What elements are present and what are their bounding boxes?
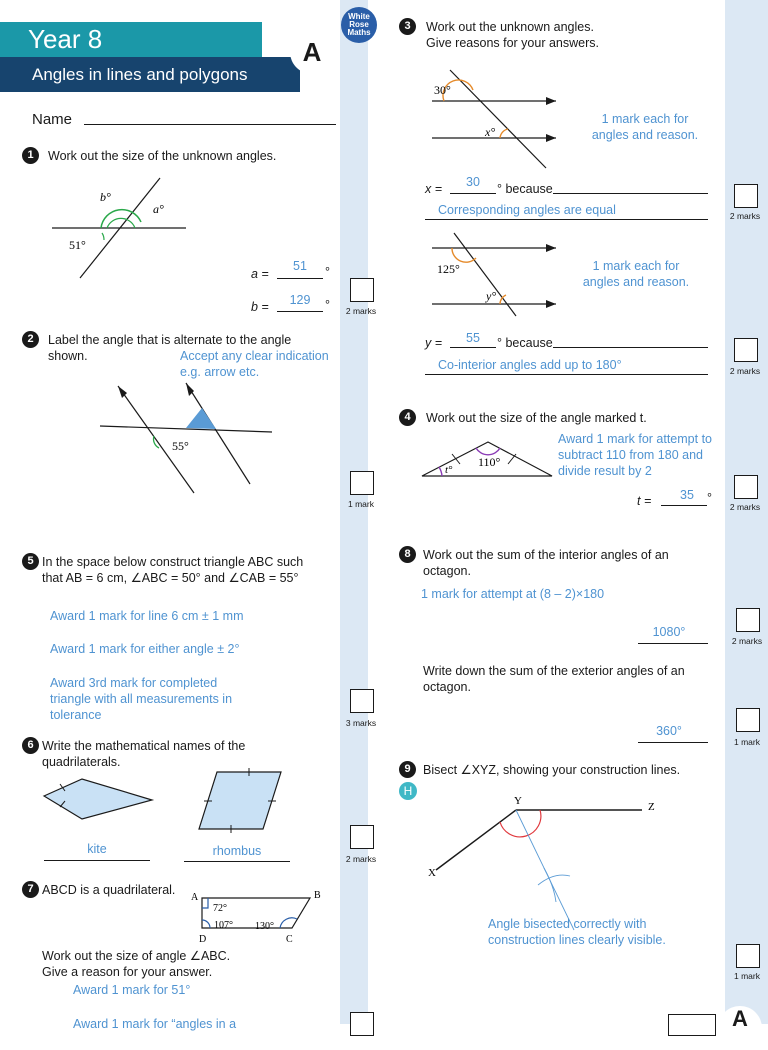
q3-mark-box1[interactable] xyxy=(734,184,758,208)
q1-a-label: a = xyxy=(251,267,269,281)
q4-deg: ° xyxy=(707,491,712,505)
question-number: 4 xyxy=(399,409,416,426)
q1-figure xyxy=(50,175,200,285)
q7-note2: Award 1 mark for “angles in a xyxy=(73,1017,237,1031)
q4-note: Award 1 mark for attempt to subtract 110 from 180 and divide result by 2 xyxy=(558,432,712,478)
q8-marks1: 2 marks xyxy=(731,636,763,646)
q5-note2: Award 1 mark for either angle ± 2° xyxy=(50,642,240,656)
q2-marks: 1 mark xyxy=(348,499,374,509)
version-letter: A xyxy=(302,37,322,67)
q3-x-line[interactable] xyxy=(450,193,496,194)
q1-b-deg: ° xyxy=(325,298,330,312)
q1-a-line[interactable] xyxy=(277,278,323,279)
question-number: 6 xyxy=(22,737,39,754)
q4-fig-t: t° xyxy=(445,464,453,476)
q6-mark-box[interactable] xyxy=(350,825,374,849)
question-number: 1 xyxy=(22,147,39,164)
q4-mark-box[interactable] xyxy=(734,475,758,499)
q1-marks: 2 marks xyxy=(345,306,377,316)
q7-label-C: C xyxy=(286,934,293,945)
q3-x-label: x = xyxy=(425,182,443,196)
q3-y-reason: Co-interior angles add up to 180° xyxy=(438,358,622,372)
mark-strip-right xyxy=(725,0,768,1024)
q3-figure2 xyxy=(428,228,563,320)
q8-mark-box2[interactable] xyxy=(736,708,760,732)
q8-answer1: 1080° xyxy=(652,625,686,639)
q7-angle-107: 107° xyxy=(214,920,233,931)
q1-mark-box[interactable] xyxy=(350,278,374,302)
white-rose-logo: White Rose Maths xyxy=(341,7,377,43)
q3-marks2: 2 marks xyxy=(729,366,761,376)
q3-x-answer: 30 xyxy=(466,175,480,189)
q3-y-label: y = xyxy=(425,336,443,350)
q7-label-B: B xyxy=(314,890,321,901)
version-circle xyxy=(290,30,334,74)
q9-label-Z: Z xyxy=(648,801,655,813)
q3-fig1-var: x° xyxy=(485,125,496,139)
q1-text: Work out the size of the unknown angles. xyxy=(48,149,277,163)
q3-y-line[interactable] xyxy=(450,347,496,348)
q7-text3: Give a reason for your answer. xyxy=(42,965,213,979)
q9-marks: 1 mark xyxy=(734,971,760,981)
q1-label-given: 51° xyxy=(69,238,86,252)
q6-marks: 2 marks xyxy=(345,854,377,864)
q5-text: In the space below construct triangle ABC such that AB = 6 cm, ∠ABC = 50° and ∠CAB = 55° xyxy=(42,555,304,585)
q5-mark-box[interactable] xyxy=(350,689,374,713)
q3-because1: ° because xyxy=(497,182,553,196)
q7-mark-box[interactable] xyxy=(350,1012,374,1036)
q4-fig-top: 110° xyxy=(478,455,501,469)
higher-badge: H xyxy=(399,782,417,800)
q2-angle: 55° xyxy=(172,439,189,453)
name-line[interactable] xyxy=(84,124,336,125)
q6-line1[interactable] xyxy=(44,860,150,861)
q1-b-answer: 129 xyxy=(289,293,311,307)
q3-fig2-angle: 125° xyxy=(437,262,460,276)
q1-label-b: b° xyxy=(100,190,111,204)
q6-kite xyxy=(40,775,160,823)
q3-because-line1[interactable] xyxy=(553,193,708,194)
question-number: 8 xyxy=(399,546,416,563)
q8-line2[interactable] xyxy=(638,742,708,743)
question-number: 3 xyxy=(399,18,416,35)
q3-mark-box2[interactable] xyxy=(734,338,758,362)
q8-marks2: 1 mark xyxy=(734,737,760,747)
q3-note2: 1 mark each for angles and reason. xyxy=(582,259,690,289)
question-number: 7 xyxy=(22,881,39,898)
mark-strip-left xyxy=(340,0,368,1024)
q3-text2: Give reasons for your answers. xyxy=(426,36,599,50)
footer-page-box xyxy=(668,1014,716,1036)
q1-b-line[interactable] xyxy=(277,311,323,312)
q3-text1: Work out the unknown angles. xyxy=(426,20,594,34)
q5-note3: Award 3rd mark for completed triangle with all measurements in tolerance xyxy=(50,676,233,722)
q3-note1: 1 mark each for angles and reason. xyxy=(591,112,699,142)
q3-because-line2[interactable] xyxy=(553,347,708,348)
q7-angle-72: 72° xyxy=(213,903,227,914)
q3-reason-line1[interactable] xyxy=(425,219,708,220)
q1-b-label: b = xyxy=(251,300,269,314)
q6-rhombus xyxy=(195,766,287,834)
question-number: 9 xyxy=(399,761,416,778)
q5-marks: 3 marks xyxy=(345,718,377,728)
q6-answer1: kite xyxy=(87,842,107,856)
q3-fig1-angle: 30° xyxy=(434,83,451,97)
q4-t-line[interactable] xyxy=(661,505,707,506)
q3-because2: ° because xyxy=(497,336,553,350)
q8-text: Work out the sum of the interior angles of an octagon. xyxy=(423,548,669,578)
q9-label-Y: Y xyxy=(514,795,522,807)
q2-text: Label the angle that is alternate to the angle shown. xyxy=(48,333,292,363)
q8-answer2: 360° xyxy=(656,724,682,738)
q4-t-answer: 35 xyxy=(680,488,694,502)
q4-figure xyxy=(418,432,558,482)
q1-a-deg: ° xyxy=(325,265,330,279)
q7-label-A: A xyxy=(191,892,199,903)
q6-text: Write the mathematical names of the quadrilaterals. xyxy=(42,739,246,769)
question-number: 2 xyxy=(22,331,39,348)
q4-t-label: t = xyxy=(637,494,652,508)
q8-text2: Write down the sum of the exterior angles of an octagon. xyxy=(423,664,685,694)
question-number: 5 xyxy=(22,553,39,570)
q2-mark-box[interactable] xyxy=(350,471,374,495)
q9-label-X: X xyxy=(428,867,436,879)
q8-note: 1 mark for attempt at (8 – 2)×180 xyxy=(421,587,605,601)
q7-angle-130: 130° xyxy=(255,921,274,932)
q3-figure1 xyxy=(428,68,563,173)
q9-text: Bisect ∠XYZ, showing your construction lines. xyxy=(423,763,681,777)
q6-answer2: rhombus xyxy=(212,844,262,858)
q2-figure xyxy=(98,378,278,498)
q7-label-D: D xyxy=(199,934,207,945)
q3-reason-line2[interactable] xyxy=(425,374,708,375)
q1-label-a: a° xyxy=(153,202,164,216)
q9-note: Angle bisected correctly with construction lines clearly visible. xyxy=(488,917,666,947)
q9-mark-box[interactable] xyxy=(736,944,760,968)
q7-text2: Work out the size of angle ∠ABC. xyxy=(42,949,231,963)
q4-marks: 2 marks xyxy=(729,502,761,512)
year-title: Year 8 xyxy=(28,24,103,54)
q6-line2[interactable] xyxy=(184,861,290,862)
name-label: Name xyxy=(32,111,73,128)
q1-a-answer: 51 xyxy=(293,259,307,273)
q5-note1: Award 1 mark for line 6 cm ± 1 mm xyxy=(50,609,244,623)
q8-mark-box1[interactable] xyxy=(736,608,760,632)
topic-title: Angles in lines and polygons xyxy=(32,65,248,84)
q3-x-reason: Corresponding angles are equal xyxy=(438,203,616,217)
q3-fig2-var: y° xyxy=(486,289,497,303)
footer-version-letter: A xyxy=(732,1006,748,1031)
footer-version-circle xyxy=(718,1006,762,1050)
q3-marks1: 2 marks xyxy=(729,211,761,221)
q7-figure xyxy=(188,886,328,946)
q8-line1[interactable] xyxy=(638,643,708,644)
q4-text: Work out the size of the angle marked t. xyxy=(426,411,647,425)
q7-note1: Award 1 mark for 51° xyxy=(73,983,191,997)
q2-note: Accept any clear indication e.g. arrow etc. xyxy=(180,349,329,379)
q3-y-answer: 55 xyxy=(466,331,480,345)
q7-text: ABCD is a quadrilateral. xyxy=(42,883,176,897)
